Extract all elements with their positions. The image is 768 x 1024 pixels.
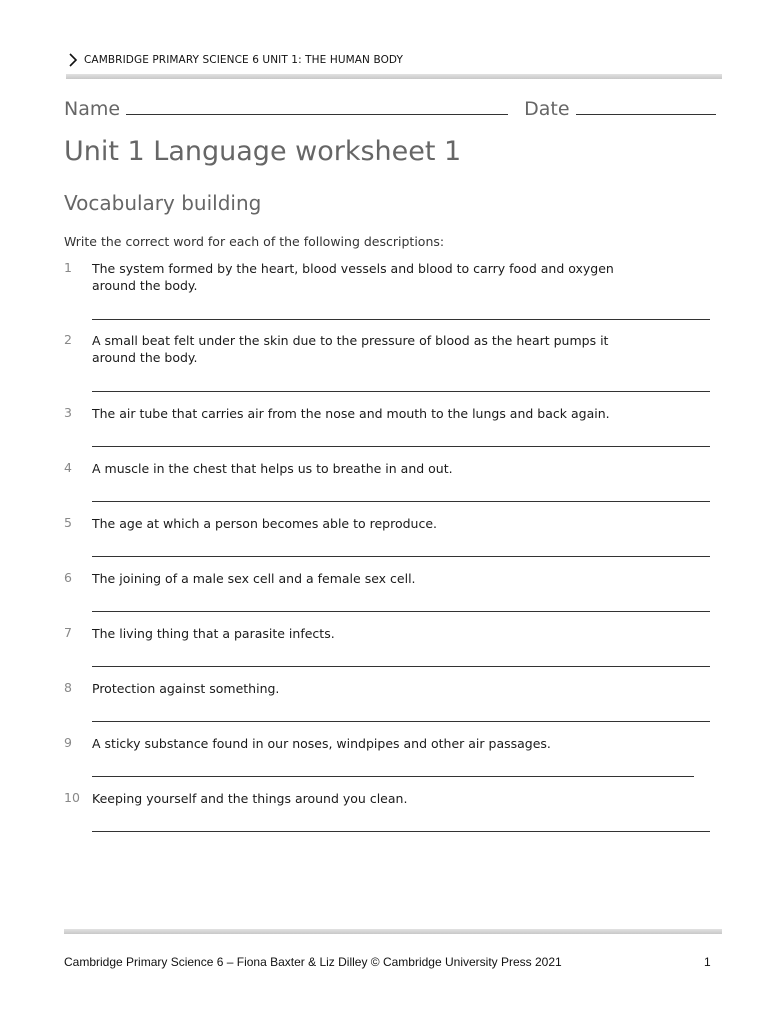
question-number: 1: [64, 260, 72, 275]
question-text: A small beat felt under the skin due to the pressure of blood as the heart pumps it around the body.: [92, 333, 609, 365]
page-number: 1: [704, 955, 711, 969]
answer-line[interactable]: [92, 391, 710, 392]
footer-credit: Cambridge Primary Science 6 – Fiona Baxter & Liz Dilley © Cambridge University Press 2021: [64, 955, 562, 969]
question-number: 10: [64, 790, 80, 805]
question-text: The joining of a male sex cell and a female sex cell.: [92, 571, 416, 586]
question-text: The age at which a person becomes able to reproduce.: [92, 516, 438, 531]
footer-divider: [64, 929, 722, 934]
name-blank[interactable]: [126, 100, 508, 115]
question-number: 6: [64, 570, 72, 585]
chevron-right-icon: [66, 52, 80, 68]
question-number: 2: [64, 332, 72, 347]
answer-line[interactable]: [92, 831, 710, 832]
answer-line[interactable]: [92, 446, 710, 447]
question-text: A sticky substance found in our noses, windpipes and other air passages.: [92, 736, 551, 751]
answer-line[interactable]: [92, 556, 710, 557]
question-text: A muscle in the chest that helps us to breathe in and out.: [92, 461, 453, 476]
question-number: 4: [64, 460, 72, 475]
name-date-row: [64, 98, 724, 120]
answer-line[interactable]: [92, 721, 710, 722]
answer-line[interactable]: [92, 319, 710, 320]
section-subtitle: Vocabulary building: [64, 191, 262, 215]
question-number: 8: [64, 680, 72, 695]
question-number: 7: [64, 625, 72, 640]
question-text: Protection against something.: [92, 681, 280, 696]
running-header: [66, 52, 726, 68]
question-text: Keeping yourself and the things around you clean.: [92, 791, 408, 806]
running-title: CAMBRIDGE PRIMARY SCIENCE 6 UNIT 1: THE HUMAN BODY: [84, 54, 404, 66]
answer-line[interactable]: [92, 776, 694, 777]
date-label: Date: [524, 98, 570, 120]
question-text: The living thing that a parasite infects.: [92, 626, 335, 641]
instructions: Write the correct word for each of the following descriptions:: [64, 234, 445, 249]
name-label: Name: [64, 98, 121, 120]
question-text: The air tube that carries air from the nose and mouth to the lungs and back again.: [92, 406, 610, 421]
question-number: 9: [64, 735, 72, 750]
answer-line[interactable]: [92, 666, 710, 667]
answer-line[interactable]: [92, 611, 710, 612]
header-divider: [66, 74, 722, 79]
answer-line[interactable]: [92, 501, 710, 502]
question-number: 5: [64, 515, 72, 530]
question-number: 3: [64, 405, 72, 420]
page-title: Unit 1 Language worksheet 1: [64, 136, 462, 167]
date-blank[interactable]: [576, 100, 716, 115]
question-text: The system formed by the heart, blood vessels and blood to carry food and oxygen around the body.: [92, 261, 614, 293]
